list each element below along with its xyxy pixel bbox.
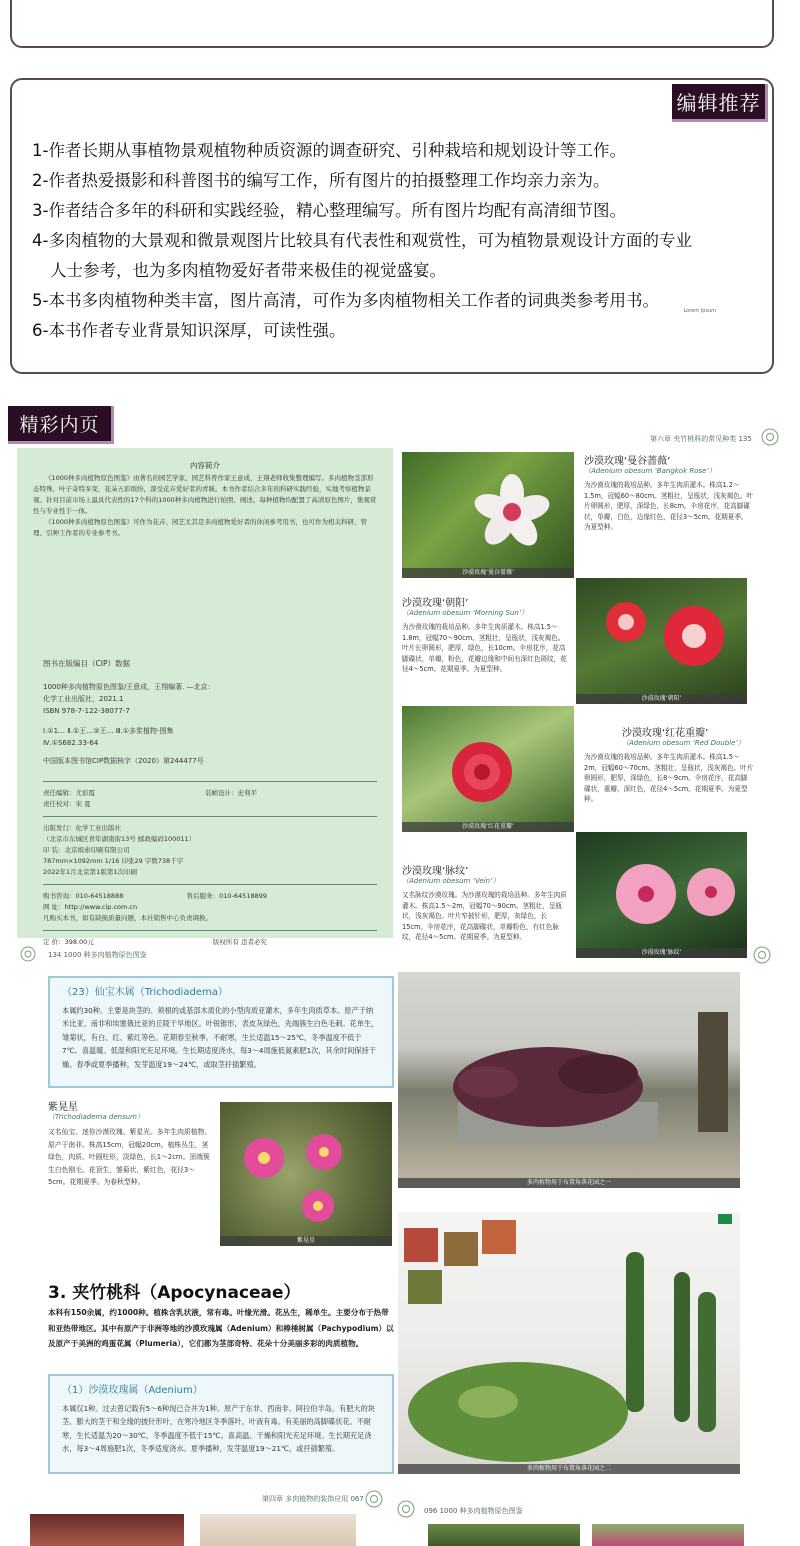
family-title: 3. 夹竹桃科（Apocynaceae）	[48, 1283, 301, 1303]
flower-image	[576, 578, 747, 704]
plant-latin: （Adenium obesum ‘Morning Sun’）	[402, 609, 529, 617]
tiny-text: Lorem Ipsum	[683, 308, 716, 314]
pub-line: （北京市东城区青年湖南街13号 邮政编码100011）	[43, 835, 196, 843]
intro-paragraph: 《1000种多肉植物原色图鉴》由著名的园艺学家、园艺科普作家王意成、王翔老师收集整理编写。多肉植物茎部形态特殊，叶子奇特多变，花朵五彩缤纷，深受花卉爱好者的青睐。本书作者结合多年的科研实践经验，实地考察植物景观。针对目前市场上最具代表性的17个科的1000种多肉植物进行拍照、阐述。每种植物均配置了高清原色图片，集观赏性与专业性于一体。	[33, 474, 377, 515]
flower-image	[402, 452, 574, 578]
page-footer: 134 1000 种多肉植物原色图鉴	[48, 951, 147, 959]
recommend-item: 人士参考，也为多肉植物爱好者带来极佳的视觉盛宴。	[50, 261, 446, 280]
editor-recommend-box	[10, 78, 774, 374]
photo-caption: 沙漠玫瑰‘曼谷蔷薇’	[402, 568, 574, 578]
genus-text: 本属约30种。主要是块茎的、须根的或基部木质化的小型肉质亚灌木，多年生肉质草本。原产于纳米比亚、南非和埃塞俄比亚的丘陵干旱地区。叶锐锥形，表皮灰绿色，先端簇生白色毛刺。花单生，雏菊状，有白、红、紫红等色。花期春至秋季。不耐寒，生长适温15～25℃，冬季温度不低于7℃。喜温暖、低湿和阳光充足环境。生长期适度浇水，每3～4周施低氮素肥1次，其余时间保持干燥。春季或夏季播种，发芽温度19～24℃，或取茎扦插繁殖。	[62, 1005, 379, 1069]
service-text: 凡购买本书，如有缺损质量问题，本社销售中心负责调换。	[43, 914, 212, 922]
editor-name: 责任编辑：尤彩霞	[43, 789, 95, 797]
copyright-text: 版权所有 违者必究	[212, 938, 267, 946]
service-text: 购书咨询：010-64518888	[43, 892, 124, 900]
page-header: 第六章 夹竹桃科的常见种类 135	[650, 435, 752, 443]
recommend-list	[32, 136, 752, 346]
photo-caption: 紫晃星	[220, 1236, 392, 1246]
intro-title: 内容简介	[190, 461, 220, 470]
divider	[43, 884, 377, 885]
photo-caption: 多肉植物用于布置角落花园之二	[398, 1464, 740, 1474]
recommend-item: 1-作者长期从事植物景观植物种质资源的调查研究、引种栽培和规划设计等工作。	[32, 141, 626, 160]
plant-desc: 为沙漠玫瑰的栽培品种。多年生肉质灌木。株高1.5～1.8m，冠幅70～90cm。茎粗壮，呈瓶状，浅灰褐色。叶片长卵圆形，肥厚，绿色，长10cm。伞房花序，花高脚碟状，单瓣，粉色，花瓣边缘和中间有深红色斑纹，花径4～5cm。花期夏季。为夏型种。	[402, 623, 567, 674]
plant-name: 沙漠玫瑰‘朝阳’	[402, 598, 469, 609]
showcase-badge: 精彩内页	[8, 406, 114, 444]
cip-block	[43, 658, 377, 948]
price: 定 价：398.00元	[43, 938, 94, 946]
plant-name: 沙漠玫瑰‘曼谷蔷薇’	[584, 456, 671, 467]
plant-photo	[402, 706, 574, 832]
recommend-badge: 编辑推荐	[672, 84, 768, 122]
partial-photo	[592, 1524, 744, 1546]
recommend-item: 3-作者结合多年的科研和实践经验，精心整理编写。所有图片均配有高清细节图。	[32, 201, 626, 220]
plant-latin: （Adenium obesum ‘Red Double’）	[622, 739, 745, 747]
editor-row	[43, 788, 377, 799]
service-row	[43, 891, 377, 902]
genus-title: （1）沙漠玫瑰属（Adenium）	[62, 1385, 203, 1396]
plant-desc: 又名脉纹沙漠玫瑰。为沙漠玫瑰的栽培品种。多年生肉质灌木。株高1.5～2m，冠幅70～90cm。茎粗壮，呈瓶状，浅灰褐色。叶片窄披针形，肥厚，灰绿色，长15cm。伞房花序，花高脚碟状，单瓣粉色，有红色脉纹，花径4～5cm。花期夏季。为夏型种。	[402, 891, 567, 942]
price-row	[43, 937, 377, 948]
plant-desc: 又名仙宝、迷你沙漠玫瑰、紫星光。多年生肉质植物。原产于南非。株高15cm，冠幅20cm。植株丛生，茎绿色，肉质。叶圆柱形，淡绿色，长1～2cm。顶端簇生白色刚毛。花顶生，雏菊状，紫红色，花径3～5cm。花期夏季。为春秋型种。	[48, 1128, 212, 1186]
pub-line: 出版发行：化学工业出版社	[43, 824, 121, 832]
photo-caption: 沙漠玫瑰‘脉纹’	[576, 948, 747, 958]
cip-line: Ⅳ.①S682.33-64	[43, 739, 99, 747]
designer-name: 装帧设计：史利平	[205, 789, 257, 797]
partial-photo	[200, 1514, 356, 1546]
plant-latin: （Trichodiadema densum）	[48, 1113, 144, 1121]
photo-caption: 沙漠玫瑰‘红花重瓣’	[402, 822, 574, 832]
partial-photo	[428, 1524, 580, 1546]
genus-box	[48, 1374, 394, 1474]
genus-box	[48, 976, 394, 1088]
divider	[43, 930, 377, 931]
flower-ornament-icon	[752, 944, 772, 966]
flower-image	[402, 706, 574, 832]
service-text: 售后服务：010-64518899	[186, 892, 267, 900]
flower-ornament-icon	[760, 426, 780, 448]
genus-text: 本属仅1种。过去曾记载有5～6种现已合并为1种。原产于东非、西南非、阿拉伯半岛。有肥大的块茎、膨大的茎干和全缘的披针形叶，在寒冷地区冬季落叶，叶液有毒。有美丽的高脚碟状花。不耐寒，生长适温为20～30℃，冬季温度不低于15℃。喜高温、干燥和阳光充足环境。生长期充足浇水，每3～4周施肥1次，冬季适度浇水。夏季播种，发芽温度19～21℃，或扦插繁殖。	[62, 1403, 375, 1453]
recommend-item: 5-本书多肉植物种类丰富，图片高清，可作为多肉植物相关工作者的词典类参考用书。	[32, 291, 659, 310]
pub-line: 787mm×1092mm 1/16 印张29 字数738千字	[43, 857, 184, 865]
flower-image	[576, 832, 747, 958]
flower-image	[220, 1102, 392, 1246]
pub-line: 印 装：北京缤索印刷有限公司	[43, 846, 130, 854]
plant-desc: 为沙漠玫瑰的栽培品种。多年生肉质灌木。株高1.5～2m，冠幅60～70cm。茎粗壮，呈瓶状，浅灰褐色。叶片卵圆形，肥厚，深绿色，长8～9cm。伞房花序，花高脚碟状，重瓣，深红色，花径4～5cm。花期夏季。为夏型种。	[584, 753, 754, 804]
plant-name: 沙漠玫瑰‘红花重瓣’	[622, 728, 709, 739]
plant-photo	[576, 832, 747, 958]
plant-latin: （Adenium obesum ‘Vein’）	[402, 877, 500, 885]
recommend-item: 2-作者热爱摄影和科普图书的编写工作，所有图片的拍摄整理工作均亲力亲为。	[32, 171, 610, 190]
cip-line: 化学工业出版社，2021.1	[43, 695, 124, 703]
divider	[43, 816, 377, 817]
landscape-photo	[398, 972, 740, 1188]
cip-head: 图书在版编目（CIP）数据	[43, 659, 130, 668]
flower-ornament-icon	[396, 1498, 416, 1520]
recommend-item: 4-多肉植物的大景观和微景观图片比较具有代表性和观赏性，可为植物景观设计方面的专业	[32, 231, 692, 250]
photo-caption: 沙漠玫瑰‘朝阳’	[576, 694, 747, 704]
flower-ornament-icon	[364, 1488, 384, 1510]
plant-name: 紫晃星	[48, 1102, 78, 1113]
top-content-box	[10, 0, 774, 48]
family-text: 本科有150余属，约1000种。植株含乳状液，常有毒。叶缘光滑。花丛生，稀单生。主要分布于热带和亚热带地区。其中有原产于非洲等地的沙漠玫瑰属（Adenium）和棒棰树属（Pachypodium）以及原产于美洲的鸡蛋花属（Plumeria），它们都为茎部奇特、花朵十分美丽多彩的肉质植物。	[48, 1308, 394, 1348]
cip-line: ISBN 978-7-122-38077-7	[43, 707, 130, 715]
landscape-photo	[398, 1212, 740, 1474]
photo-caption: 多肉植物用于布置角落花园之一	[398, 1178, 740, 1188]
flower-ornament-icon	[18, 944, 38, 964]
plant-latin: （Adenium obesum ‘Bangkok Rose’）	[584, 467, 716, 475]
divider	[43, 781, 377, 782]
cip-line: 中国版本图书馆CIP数据核字（2020）第244477号	[43, 757, 204, 765]
partial-photo	[30, 1514, 184, 1546]
cip-line: Ⅰ.①1… Ⅱ.①王…②王… Ⅲ.①多浆植物-图集	[43, 727, 174, 735]
plant-photo	[402, 452, 574, 578]
plant-photo	[220, 1102, 392, 1246]
intro-paragraph: 《1000种多肉植物原色图鉴》可作为花卉、园艺尤其是多肉植物爱好者的休闲参考用书，也可作为相关科研、管理、引种工作者的专业参考书。	[33, 518, 368, 537]
editor-row	[43, 799, 377, 810]
genus-title: （23）仙宝木属（Trichodiadema）	[62, 987, 228, 998]
plant-name: 沙漠玫瑰‘脉纹’	[402, 866, 469, 877]
service-text: 网 址：http://www.cip.com.cn	[43, 903, 138, 911]
plant-photo	[576, 578, 747, 704]
proofreader-name: 责任校对：宋 夏	[43, 800, 91, 808]
page-footer: 第四章 多肉植物的装饰应用 067	[262, 1495, 364, 1503]
garden-image	[398, 1212, 740, 1474]
recommend-item: 6-本书作者专业背景知识深厚，可读性强。	[32, 321, 346, 340]
pub-line: 2022年1月北京第1版第1次印刷	[43, 868, 137, 876]
plant-desc: 为沙漠玫瑰的栽培品种。多年生肉质灌木。株高1.2～1.5m，冠幅60～80cm。茎粗壮，呈瓶状，浅灰褐色。叶片卵圆形，肥厚，深绿色，长8cm。伞房花序，花高脚碟状，单瓣，白色，边缘红色，花径3～5cm。花期夏季。为夏型种。	[584, 481, 754, 532]
copyright-page	[17, 448, 393, 946]
garden-image	[398, 972, 740, 1188]
cip-line: 1000种多肉植物原色图鉴/王意成，王翔编著. —北京：	[43, 683, 215, 691]
page-footer: 096 1000 种多肉植物原色图鉴	[424, 1507, 523, 1515]
